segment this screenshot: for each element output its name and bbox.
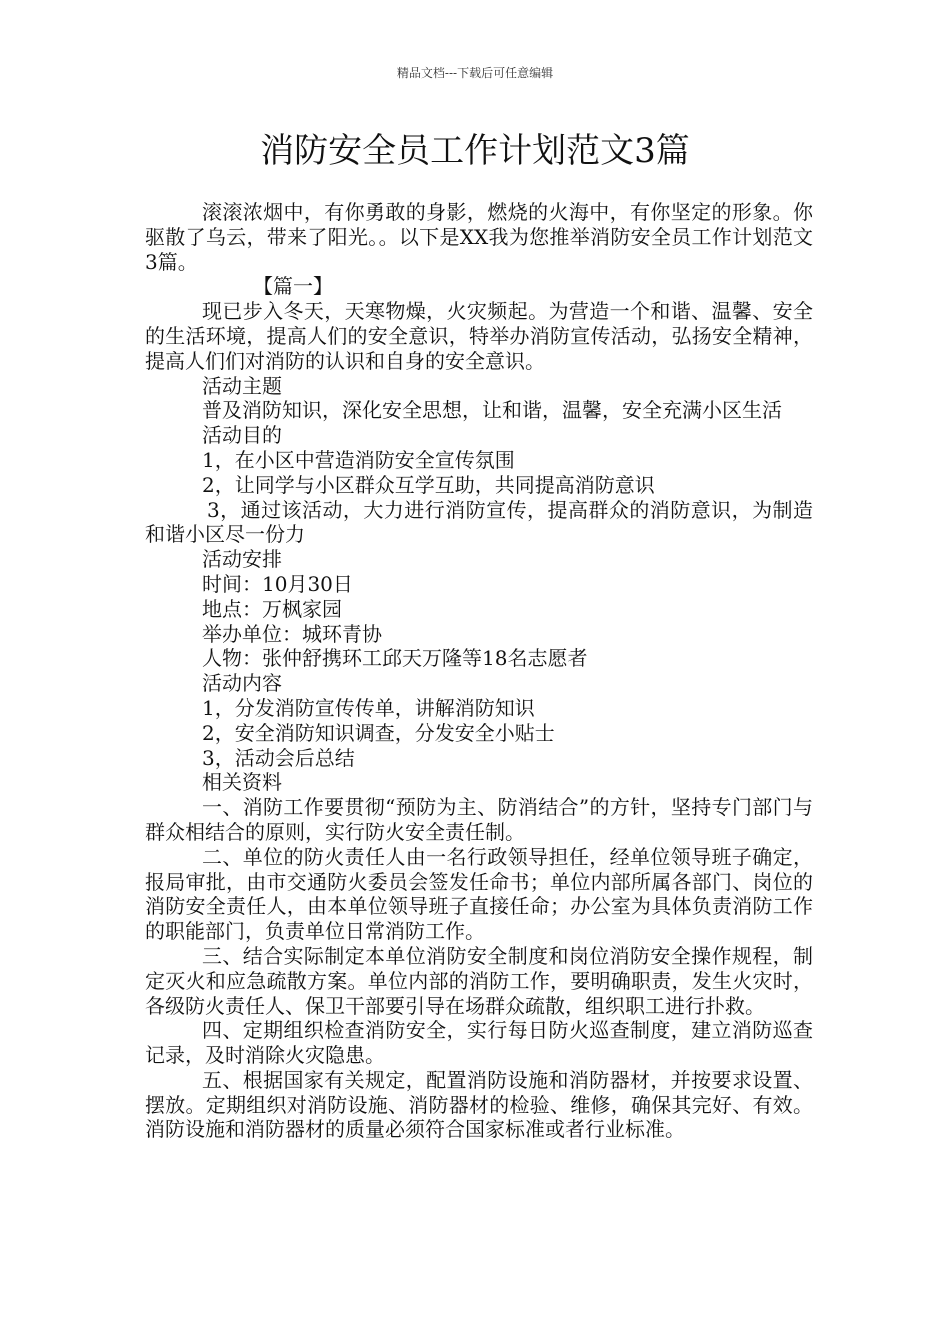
regulation-paragraph: 四、定期组织检查消防安全，实行每日防火巡查制度，建立消防巡查记录，及时消除火灾隐患。	[145, 1018, 813, 1068]
purpose-item: 1，在小区中营造消防安全宣传氛围	[202, 447, 515, 472]
document-title: 消防安全员工作计划范文3篇	[260, 131, 690, 171]
activity-content-heading: 活动内容	[202, 671, 282, 696]
background-paragraph: 现已步入冬天，天寒物燥，火灾频起。为营造一个和谐、温馨、安全的生活环境，提高人们的安全意识，特举办消防宣传活动，弘扬安全精神，提高人们们对消防的认识和自身的安全意识。	[145, 299, 813, 373]
arrangement-people: 人物：张仲舒携环工邱天万隆等18名志愿者	[202, 646, 588, 671]
section-heading-part-one: 【篇一】	[253, 274, 333, 299]
activity-theme-heading: 活动主题	[202, 373, 282, 398]
document-body	[145, 200, 813, 1142]
purpose-item: 3，通过该活动，大力进行消防宣传，提高群众的消防意识，为制造和谐小区尽一份力	[145, 497, 813, 547]
arrangement-organizer: 举办单位：城环青协	[202, 621, 382, 646]
page-header-note: 精品文档---下载后可任意编辑	[396, 66, 554, 80]
regulation-paragraph: 三、结合实际制定本单位消防安全制度和岗位消防安全操作规程，制定灭火和应急疏散方案。单位内部的消防工作，要明确职责，发生火灾时，各级防火责任人、保卫干部要引导在场群众疏散，组织职工进行扑救。	[145, 943, 813, 1018]
arrangement-location: 地点：万枫家园	[202, 596, 342, 621]
activity-theme-text: 普及消防知识，深化安全思想，让和谐，温馨，安全充满小区生活	[202, 398, 782, 423]
activity-purpose-heading: 活动目的	[202, 423, 282, 448]
content-item: 3，活动会后总结	[202, 745, 355, 770]
purpose-item: 2，让同学与小区群众互学互助，共同提高消防意识	[202, 472, 655, 497]
regulation-paragraph: 二、单位的防火责任人由一名行政领导担任，经单位领导班子确定，报局审批，由市交通防火委员会签发任命书；单位内部所属各部门、岗位的消防安全责任人，由本单位领导班子直接任命；办公室为具体负责消防工作的职能部门，负责单位日常消防工作。	[145, 844, 813, 944]
regulation-paragraph: 一、消防工作要贯彻“预防为主、防消结合”的方针，坚持专门部门与群众相结合的原则，实行防火安全责任制。	[145, 795, 813, 844]
arrangement-time: 时间：10月30日	[202, 571, 353, 596]
regulation-paragraph: 五、根据国家有关规定，配置消防设施和消防器材，并按要求设置、摆放。定期组织对消防设施、消防器材的检验、维修，确保其完好、有效。消防设施和消防器材的质量必须符合国家标准或者行业标准。	[145, 1067, 813, 1142]
content-item: 1，分发消防宣传传单，讲解消防知识	[202, 695, 535, 720]
related-materials-heading: 相关资料	[202, 770, 282, 795]
intro-paragraph: 滚滚浓烟中，有你勇敢的身影，燃烧的火海中，有你坚定的形象。你驱散了乌云，带来了阳光。。以下是XX我为您推举消防安全员工作计划范文3篇。	[145, 200, 813, 274]
activity-arrangement-heading: 活动安排	[202, 547, 282, 572]
content-item: 2，安全消防知识调查，分发安全小贴士	[202, 720, 555, 745]
